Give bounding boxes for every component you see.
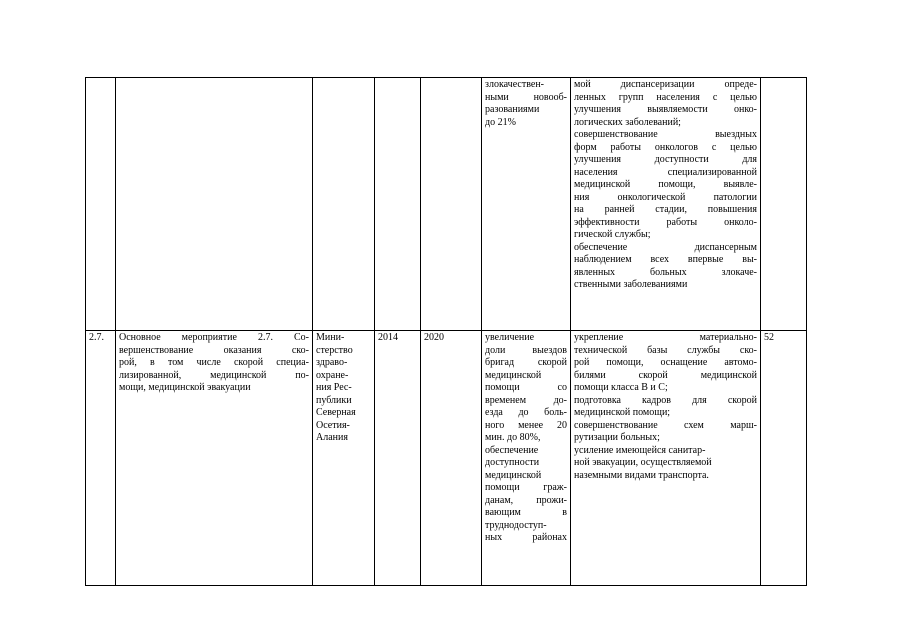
executor-cell bbox=[313, 78, 375, 331]
title-line: рой, в том числе скорой специа- bbox=[119, 357, 309, 368]
program-table bbox=[85, 77, 807, 586]
result-line: ного менее 20 bbox=[485, 419, 567, 431]
result-line: доли выездов bbox=[485, 344, 567, 356]
measures-line: ния онкологической патологии bbox=[574, 191, 757, 203]
measure-title-cell bbox=[116, 78, 313, 331]
executor-line: ния Рес- bbox=[316, 382, 352, 393]
measures-line: билями скорой медицинской bbox=[574, 369, 757, 381]
result-line: вающим в bbox=[485, 507, 567, 518]
measures-line: эффективности работы онколо- bbox=[574, 216, 757, 228]
measures-line: обеспечение диспансерным bbox=[574, 241, 757, 253]
measures-line: логических заболеваний; bbox=[574, 116, 681, 128]
executor-line: Осетия- bbox=[316, 419, 350, 431]
expected-result-cell bbox=[482, 78, 571, 331]
result-line: бригад скорой bbox=[485, 357, 567, 368]
measures-line: совершенствование схем марш- bbox=[574, 419, 757, 431]
measures-line: медицинской помощи, выявле- bbox=[574, 179, 757, 190]
result-line: мин. до 80%, bbox=[485, 432, 541, 443]
title-line: мощи, медицинской эвакуации bbox=[119, 382, 251, 393]
end-year-cell bbox=[421, 78, 482, 331]
measures-line: рутизации больных; bbox=[574, 432, 660, 443]
page-cell: 52 bbox=[761, 331, 807, 586]
result-line: злокачествен- bbox=[485, 79, 544, 90]
measures-line: улучшения выявляемости онко- bbox=[574, 104, 757, 115]
measures-line: гической службы; bbox=[574, 229, 651, 240]
executor-line: Мини- bbox=[316, 332, 345, 343]
executor-line: охране- bbox=[316, 369, 349, 381]
result-line: ными новооб- bbox=[485, 91, 567, 103]
result-line: медицинской bbox=[485, 369, 542, 381]
executor-cell bbox=[313, 331, 375, 586]
measures-line: населения специализированной bbox=[574, 166, 757, 178]
result-line: до 21% bbox=[485, 116, 516, 128]
executor-line: Алания bbox=[316, 432, 348, 443]
result-line: доступности bbox=[485, 457, 540, 468]
measure-title-cell bbox=[116, 331, 313, 586]
measures-line: ленных групп населения с целью bbox=[574, 91, 757, 103]
measures-cell bbox=[571, 78, 761, 331]
result-line: езда до боль- bbox=[485, 407, 567, 418]
result-line: обеспечение bbox=[485, 444, 539, 456]
start-year-cell: 2014 bbox=[375, 331, 421, 586]
executor-line: публики bbox=[316, 394, 352, 406]
result-line: ных районах bbox=[485, 532, 567, 543]
measures-line: мой диспансеризации опреде- bbox=[574, 79, 757, 90]
result-line: данам, прожи- bbox=[485, 494, 567, 506]
start-year-cell bbox=[375, 78, 421, 331]
measures-line: медицинской помощи; bbox=[574, 407, 671, 418]
table-row bbox=[86, 331, 807, 586]
measures-line: форм работы онкологов с целью bbox=[574, 141, 757, 153]
result-line: помощи со bbox=[485, 382, 567, 393]
measures-line: ственными заболеваниями bbox=[574, 279, 688, 290]
measures-line: явленных больных злокаче- bbox=[574, 266, 757, 278]
measures-line: технической базы службы ско- bbox=[574, 344, 757, 356]
measures-line: совершенствование выездных bbox=[574, 129, 757, 140]
executor-line: стерство bbox=[316, 344, 353, 356]
measures-line: улучшения доступности для bbox=[574, 154, 757, 165]
table-row bbox=[86, 78, 807, 331]
result-line: увеличение bbox=[485, 332, 535, 343]
row-number-cell: 2.7. bbox=[86, 331, 116, 586]
executor-line: Северная bbox=[316, 407, 356, 418]
measures-line: усиление имеющейся санитар- bbox=[574, 444, 706, 456]
measures-line: наземными видами транспорта. bbox=[574, 469, 709, 481]
expected-result-cell bbox=[482, 331, 571, 586]
result-line: разованиями bbox=[485, 104, 540, 115]
measures-line: наблюдением всех впервые вы- bbox=[574, 254, 757, 265]
title-line: лизированной, медицинской по- bbox=[119, 369, 309, 381]
measures-line: подготовка кадров для скорой bbox=[574, 394, 757, 406]
title-line: Основное мероприятие 2.7. Со- bbox=[119, 332, 309, 343]
result-line: труднодоступ- bbox=[485, 519, 547, 531]
measures-line: помощи класса В и С; bbox=[574, 382, 668, 393]
page-cell bbox=[761, 78, 807, 331]
measures-line: рой помощи, оснащение автомо- bbox=[574, 357, 757, 368]
executor-line: здраво- bbox=[316, 357, 348, 368]
result-line: медицинской bbox=[485, 469, 542, 481]
measures-line: укрепление материально- bbox=[574, 332, 757, 343]
row-number-cell bbox=[86, 78, 116, 331]
title-line: вершенствование оказания ско- bbox=[119, 344, 309, 356]
measures-line: ной эвакуации, осуществляемой bbox=[574, 457, 712, 468]
end-year-cell: 2020 bbox=[421, 331, 482, 586]
result-line: помощи граж- bbox=[485, 482, 567, 493]
measures-line: на ранней стадии, повышения bbox=[574, 204, 757, 215]
result-line: временем до- bbox=[485, 394, 567, 406]
measures-cell bbox=[571, 331, 761, 586]
